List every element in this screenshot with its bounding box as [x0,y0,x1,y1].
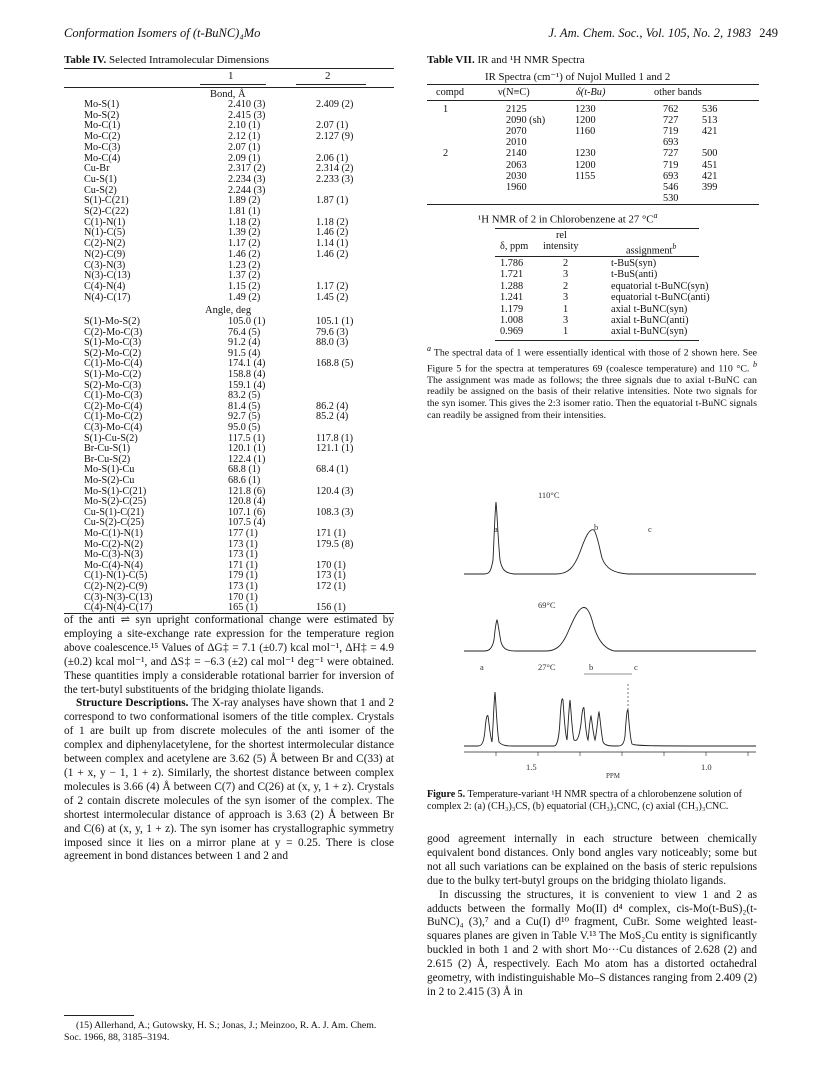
nmr-row-cell-0: 1.288 [500,280,524,292]
ir-header-nc: ν(N≡C) [498,87,530,98]
label-69c: 69°C [538,600,556,610]
angle-row-cell-0: Cu-S(2)-C(25) [84,517,144,529]
ir-row-cell-1: 2030 [506,170,527,182]
angle-row-cell-0: C(1)-Mo-C(2) [84,411,143,423]
bond-row-cell-1: 2.244 (3) [228,184,266,196]
ir-row-cell-1: 2070 [506,126,527,138]
ir-row-cell-4: 421 [702,170,718,182]
angle-row-cell-1: 68.8 (1) [228,464,261,476]
bond-row-cell-0: N(2)-C(9) [84,248,126,260]
ir-row-cell-0: 1 [443,104,449,115]
ir-row-cell-1: 2140 [506,148,527,160]
ir-row-cell-4: 513 [702,115,718,127]
bond-row [84,293,384,304]
angle-row-cell-0: C(1)-N(1)-C(5) [84,570,148,582]
ir-header-rule [427,100,759,101]
note-a-mark: a [427,344,431,353]
bond-row-cell-1: 2.10 (1) [228,120,261,132]
angle-row-cell-0: S(2)-Mo-C(2) [84,347,142,359]
bond-row-cell-0: Mo-S(2) [84,109,120,121]
bond-row-cell-2: 2.06 (1) [316,152,349,164]
angle-row-cell-2: 168.8 (5) [316,358,354,370]
ir-row-cell-4: 500 [702,148,718,160]
angle-row-cell-1: 174.1 (4) [228,358,266,370]
ir-row-cell-2: 1230 [575,148,596,160]
angle-row-cell-1: 105.0 (1) [228,316,266,327]
table4-col1-rule [200,84,266,85]
angle-row-cell-1: 173 (1) [228,538,258,550]
bond-row-cell-1: 1.81 (1) [228,206,261,217]
bond-row-cell-1: 2.07 (1) [228,141,261,153]
ir-header-other: other bands [654,87,702,98]
ir-row-cell-3: 693 [663,137,679,149]
bond-row-cell-0: C(4)-N(4) [84,280,126,292]
ir-row-cell-2: 1155 [575,170,596,182]
bond-row-cell-0: C(1)-N(1) [84,216,126,228]
ir-header-tbu: δ(t-Bu) [576,87,606,98]
bond-row-cell-1: 2.415 (3) [228,109,266,121]
angle-row-cell-2: 172 (1) [316,581,346,592]
label-27c: 27°C [538,662,556,672]
ir-header-compd: compd [436,87,465,98]
right-paragraph-1: good agreement internally in each structure between chemically equivalent bond distances. Only bond angles vary noticeably; some but not all such variations can be explained on the basis of steric repulsions due to the bulky tert-butyl groups on the bridging thiolato ligands. [427,833,757,887]
table4-bond-heading: Bond, Å [210,89,246,100]
note-a: The spectral data of 1 were essentially identical with those of 2 shown here. See Figure 5 for the spectra at temperatures 69 (coalesce temperature) and 110 °C. [427,347,757,375]
ir-row-cell-3: 727 [663,148,679,160]
angle-row-cell-0: Mo-S(1)-C(21) [84,485,147,497]
nmr-header-assignment [626,241,676,257]
right-paragraph-2: In discussing the structures, it is convenient to view 1 and 2 as adducts between the formally Mo(II) d⁴ complex, cis-Mo(t-BuS)₂(t-BuNC)₄ (3),⁷ and a Cu(I) d¹⁰ fragment, CuBr. Some weighted least-squares planes are given in Table V.¹³ The MoS₂Cu entity is significantly buckled in both 1 and 2 with short Mo···Cu distances of 2.628 (2) and 2.615 (2) Å, respectively. Each Mo atom has a distorted octahedral geometry, with indistinguishable Mo–S distances ranging from 2.409 (2) in 2 to 2.415 (3) Å in [427,888,757,998]
angle-row-cell-1: 120.1 (1) [228,443,266,455]
angle-row-cell-1: 91.2 (4) [228,337,261,349]
bond-row-cell-2: 1.45 (2) [316,291,349,303]
bond-row-cell-0: N(4)-C(17) [84,291,131,303]
bond-row-cell-0: Cu-S(1) [84,173,117,185]
angle-row [84,317,384,328]
nmr-row-cell-2: t-BuS(syn) [611,258,657,269]
angle-row-cell-0: Mo-S(2)-C(25) [84,496,147,508]
running-header-left: Conformation Isomers of (t-BuNC)₄Mo [64,26,261,40]
bond-row [84,250,384,261]
ir-row-cell-2: 1160 [575,126,596,138]
bond-row-cell-0: Mo-C(1) [84,120,121,132]
angle-row-cell-2: 120.4 (3) [316,485,354,497]
angle-row-cell-0: C(3)-Mo-C(4) [84,422,143,433]
angle-row-cell-1: 91.5 (4) [228,347,261,359]
angle-row-cell-1: 95.0 (5) [228,422,261,433]
table4-caption [64,54,269,66]
bond-row-cell-1: 1.46 (2) [228,248,261,260]
bond-row-cell-1: 2.09 (1) [228,152,261,164]
angle-row-cell-1: 92.7 (5) [228,411,261,423]
figure5-nmr-spectra [456,470,766,780]
table4-label: Table IV. [64,54,107,66]
nmr-row-cell-0: 1.786 [500,258,524,269]
running-header-right [548,26,778,41]
angle-row-cell-1: 177 (1) [228,528,258,539]
left-paragraph-1: of the anti ⇌ syn upright conformational change were estimated by employing a site-exchange rate expression for the temperature region above coalescence.¹⁵ Values of ΔG‡ = 7.1 (±0.7) kcal mol⁻¹, ΔH‡ = 4.9 (±0.2) kcal mol⁻¹, and ΔS‡ = −6.3 (±2) cal mol⁻¹ deg⁻¹ were obtained. These quantities imply a considerable rotational barrier for inversion of the tert-butyl substituents of the bridging thiolate ligands. [64,614,394,696]
peak-c-110c: c [648,524,652,534]
angle-row-cell-2: 117.8 (1) [316,432,353,444]
peak-b-27c: b [589,662,594,672]
ir-row-cell-1: 2125 [506,104,527,115]
nmr-head-mark: b [672,242,677,251]
ir-bottom-rule [427,204,759,205]
angle-row [84,370,384,381]
angle-row-cell-2: 156 (1) [316,602,346,614]
ir-row-cell-4: 536 [702,104,718,115]
angle-row-cell-0: S(1)-Cu-S(2) [84,432,138,444]
angle-row-cell-2: 79.6 (3) [316,326,349,338]
ir-row-cell-4: 451 [702,159,718,171]
angle-row-cell-0: Br-Cu-S(1) [84,443,131,455]
bond-row-cell-1: 2.317 (2) [228,163,266,175]
ir-row-cell-3: 762 [663,104,679,115]
nmr-row-cell-2: axial t-BuNC(anti) [611,315,689,326]
angle-row-cell-0: Mo-S(2)-Cu [84,475,135,486]
bond-row-cell-2: 1.17 (2) [316,280,349,292]
bond-row-cell-2: 1.18 (2) [316,216,349,228]
bond-row-cell-0: C(2)-N(2) [84,238,126,250]
footnote-15: (15) Allerhand, A.; Gutowsky, H. S.; Jonas, J.; Meinzoo, R. A. J. Am. Chem. Soc. 1966, 88, 3185–3194. [64,1020,377,1043]
angle-row-cell-0: Mo-S(1)-Cu [84,464,135,476]
nmr-top-rule [495,228,699,229]
nmr-assignment-text: assignment [626,245,673,257]
bond-row-cell-2: 2.314 (2) [316,163,354,175]
angle-row-cell-0: Mo-C(3)-N(3) [84,549,143,561]
table4-top-rule [64,68,394,69]
nmr-row-cell-0: 1.008 [500,315,524,326]
angle-row-cell-0: Mo-C(2)-N(2) [84,538,143,550]
bond-row [84,143,384,154]
spectrum-69c [464,608,756,652]
angle-row-cell-1: 81.4 (5) [228,400,261,412]
angle-row-cell-1: 107.5 (4) [228,517,266,529]
bond-row-cell-2: 1.46 (2) [316,248,349,260]
angle-row-cell-2: 88.0 (3) [316,337,349,349]
table7-title: IR and ¹H NMR Spectra [477,54,585,66]
angle-row-cell-2: 86.2 (4) [316,400,349,412]
nmr-row-cell-1: 3 [563,315,569,326]
bond-row-cell-0: S(2)-C(22) [84,206,129,217]
bond-row-cell-2: 2.07 (1) [316,120,349,132]
footnote-rule [64,1015,134,1016]
table7-caption [427,54,585,66]
angle-row-cell-0: C(2)-Mo-C(3) [84,326,143,338]
angle-row-cell-1: 107.1 (6) [228,506,266,518]
bond-row [84,207,384,218]
angle-row-cell-2: 85.2 (4) [316,411,349,423]
bond-row-cell-2: 1.87 (1) [316,195,349,207]
nmr-row-cell-2: axial t-BuNC(syn) [611,303,688,315]
bond-row-cell-1: 1.37 (2) [228,270,261,282]
angle-row-cell-0: C(1)-Mo-C(4) [84,358,143,370]
nmr-row-cell-2: axial t-BuNC(syn) [611,326,688,338]
angle-row-cell-1: 121.8 (6) [228,485,266,497]
angle-row-cell-1: 171 (1) [228,559,258,571]
angle-row-cell-2: 170 (1) [316,559,346,571]
bond-row-cell-0: Mo-C(2) [84,131,121,143]
nmr-row-cell-1: 3 [563,292,569,304]
figure5-label: Figure 5. [427,789,466,800]
ir-row-cell-3: 719 [663,126,679,138]
angle-row-cell-0: C(1)-Mo-C(3) [84,390,143,402]
bond-row-cell-1: 1.17 (2) [228,238,261,250]
angle-row-cell-0: C(3)-N(3)-C(13) [84,591,153,603]
nmr-table-title [478,211,657,226]
bond-row-cell-1: 1.23 (2) [228,259,261,271]
bond-row-cell-2: 1.46 (2) [316,227,349,239]
ir-row-cell-3: 693 [663,170,679,182]
bond-row-cell-0: N(3)-C(13) [84,270,131,282]
angle-row-cell-1: 173 (1) [228,549,258,561]
note-b: The assignment was made as follows; the three signals due to axial t-BuNC can readily be assigned on the basis of their relative intensities. Note two signals for the syn isomer. This gives the 2:3 isomer ratio. Then the equatorial t-BuNC signals can readily be assigned from their intensities. [427,374,757,421]
ir-row-cell-4: 399 [702,181,718,193]
bond-row-cell-1: 1.89 (2) [228,195,261,207]
nmr-row-cell-0: 1.241 [500,292,524,304]
bond-row-cell-0: N(1)-C(5) [84,227,126,239]
ir-row-cell-3: 727 [663,115,679,127]
spectrum-27c [464,692,756,746]
bond-row [84,100,384,111]
ir-row-cell-2: 1200 [575,115,596,127]
figure5-caption-text: Temperature-variant ¹H NMR spectra of a chlorobenzene solution of complex 2: (a) (CH₃)₃CS, (b) equatorial (CH₃)₃CNC, (c) axial (CH₃)₃CNC. [427,789,742,812]
label-110c: 110°C [538,490,560,500]
bond-row [84,282,384,293]
angle-row-cell-0: C(4)-N(4)-C(17) [84,602,153,614]
angle-row-cell-1: 68.6 (1) [228,475,261,486]
angle-row-cell-2: 173 (1) [316,570,346,582]
left-body-text [64,614,394,864]
table4-col2-rule [296,84,366,85]
angle-row-cell-1: 117.5 (1) [228,432,265,444]
nmr-row-cell-1: 1 [563,326,569,338]
angle-row-cell-0: S(1)-Mo-C(2) [84,369,142,380]
nmr-row-cell-1: 3 [563,269,569,281]
angle-row [84,476,384,487]
bond-row-cell-1: 1.39 (2) [228,227,261,239]
bond-row-cell-1: 1.18 (2) [228,216,261,228]
angle-row-cell-1: 76.4 (5) [228,326,261,338]
ir-row-cell-3: 546 [663,181,679,193]
angle-row-cell-2: 68.4 (1) [316,464,349,476]
ir-row-cell-0: 2 [443,148,449,160]
peak-b-110c: b [594,522,599,532]
angle-row-cell-2: 121.1 (1) [316,443,354,455]
nmr-header-rel: rel [556,230,567,241]
angle-row-cell-1: 170 (1) [228,591,258,603]
peak-a-110c: a [494,524,498,534]
journal-citation: J. Am. Chem. Soc., Vol. 105, No. 2, 1983 [548,26,752,40]
nmr-row-cell-0: 1.179 [500,303,524,315]
ir-row-cell-1: 2090 (sh) [506,115,546,127]
table7-notes [427,343,757,421]
nmr-row-cell-1: 1 [563,303,569,315]
bond-row-cell-0: Cu-S(2) [84,184,117,196]
angle-row [84,582,384,593]
left-paragraph-2 [64,697,394,864]
peak-a-27c: a [480,662,484,672]
nmr-header-intensity: intensity [543,241,579,252]
table4-col1-header: 1 [228,70,234,82]
nmr-header-rule [495,256,699,257]
angle-row [84,423,384,434]
bond-row-cell-1: 2.12 (1) [228,131,261,143]
angle-row-cell-1: 165 (1) [228,602,258,614]
nmr-row-cell-0: 0.969 [500,326,524,338]
nmr-row-cell-1: 2 [563,258,569,269]
nmr-bottom-rule [495,340,699,341]
nmr-row-cell-2: equatorial t-BuNC(syn) [611,280,709,292]
ir-row-cell-3: 530 [663,192,679,204]
ir-row-cell-1: 2063 [506,159,527,171]
angle-row-cell-1: 158.8 (4) [228,369,266,380]
angle-row-cell-2: 171 (1) [316,528,346,539]
tick-label-1-0: 1.0 [701,762,712,772]
angle-row-cell-2: 108.3 (3) [316,506,354,518]
right-body-text [427,833,757,1000]
bond-row-cell-1: 2.410 (3) [228,99,266,110]
angle-row-cell-0: S(1)-Mo-C(3) [84,337,142,349]
nmr-row-cell-2: t-BuS(anti) [611,269,658,281]
ir-row-cell-3: 719 [663,159,679,171]
bond-row-cell-1: 2.234 (3) [228,173,266,185]
bond-row-cell-0: Mo-C(4) [84,152,121,164]
spectrum-110c [464,502,756,574]
ir-row-cell-1: 2010 [506,137,527,149]
structure-descriptions-heading: Structure Descriptions. [76,697,189,710]
angle-row [84,529,384,540]
ir-row-cell-2: 1200 [575,159,596,171]
ir-row-cell-4: 421 [702,126,718,138]
bond-row-cell-1: 1.15 (2) [228,280,261,292]
angle-row-cell-1: 120.8 (4) [228,496,266,508]
nmr-row-cell-2: equatorial t-BuNC(anti) [611,292,710,304]
peak-c-27c: c [634,662,638,672]
angle-row-cell-0: Br-Cu-S(2) [84,453,131,465]
bond-row-cell-2: 1.14 (1) [316,238,349,250]
angle-row-cell-2: 105.1 (1) [316,316,354,327]
bond-row [84,175,384,186]
table4-title: Selected Intramolecular Dimensions [108,54,270,66]
angle-row-cell-0: Mo-C(4)-N(4) [84,559,143,571]
nmr-title-text: ¹H NMR of 2 in Chlorobenzene at 27 °C [478,213,654,226]
figure5-caption [427,789,757,813]
angle-row-cell-1: 159.1 (4) [228,379,266,391]
angle-row-cell-1: 83.2 (5) [228,390,261,402]
angle-row-cell-0: S(1)-Mo-S(2) [84,316,141,327]
table7-label: Table VII. [427,54,475,66]
table4-header-rule [64,87,394,88]
ir-row-cell-2: 1230 [575,104,596,115]
table4-angle-heading: Angle, deg [205,305,252,316]
note-b-mark: b [753,359,757,369]
angle-row-cell-0: C(2)-Mo-C(4) [84,400,143,412]
nmr-title-mark: a [653,211,658,220]
bond-row-cell-2: 2.127 (9) [316,131,354,143]
bond-row-cell-0: Cu-Br [84,163,110,175]
page-number: 249 [759,26,778,40]
structure-descriptions-text: The X-ray analyses have shown that 1 and 2 correspond to two conformational isomers of the title complex. Crystals of 1 are built up from discrete molecules of the anti isomer of the complex and diphenylacetylene, for the shortest intermolecular distance between complex and acetylene are 3.62 (5) Å between Br and C(33) at (1 + x, y − 1, 1 + z). Similarly, the shortest distance between complex molecules is 3.66 (4) Å between C(7) and C(26) at (x, y, 1 + z). Crystals of 2 contain discrete molecules of the syn isomer of the complex. The shortest intermolecular distance of approach is 3.63 (2) Å between Br and C(6) at (x, y, 1 + z). The syn isomer has crystallographic symmetry imposed since it lies on a mirror plane at y = 0.25. There is close agreement in bond distances between 1 and 2 and [64,697,394,863]
angle-row-cell-0: Cu-S(1)-C(21) [84,506,144,518]
bond-row-cell-2: 2.409 (2) [316,99,354,110]
nmr-row-cell-0: 1.721 [500,269,524,281]
angle-row-cell-0: Mo-C(1)-N(1) [84,528,143,539]
tick-label-1-5: 1.5 [526,762,537,772]
angle-row-cell-2: 179.5 (8) [316,538,354,550]
ir-top-rule [427,84,759,85]
bond-row-cell-0: Mo-S(1) [84,99,120,110]
table4-col2-header: 2 [325,70,331,82]
ir-table-title: IR Spectra (cm⁻¹) of Nujol Mulled 1 and 2 [485,71,671,83]
angle-row-cell-1: 122.4 (1) [228,453,266,465]
bond-row-cell-0: S(1)-C(21) [84,195,129,207]
bond-row-cell-0: C(3)-N(3) [84,259,126,271]
angle-row-cell-0: C(2)-N(2)-C(9) [84,581,148,592]
ir-row-cell-1: 1960 [506,181,527,193]
angle-row-cell-0: S(2)-Mo-C(3) [84,379,142,391]
bond-row-cell-2: 2.233 (3) [316,173,354,185]
nmr-header-ppm: δ, ppm [500,241,529,252]
bond-row-cell-1: 1.49 (2) [228,291,261,303]
angle-row-cell-1: 173 (1) [228,581,258,592]
nmr-row-cell-1: 2 [563,280,569,292]
bond-row-cell-0: Mo-C(3) [84,141,121,153]
angle-row-cell-1: 179 (1) [228,570,258,582]
axis-unit-ppm: PPM [606,772,621,780]
